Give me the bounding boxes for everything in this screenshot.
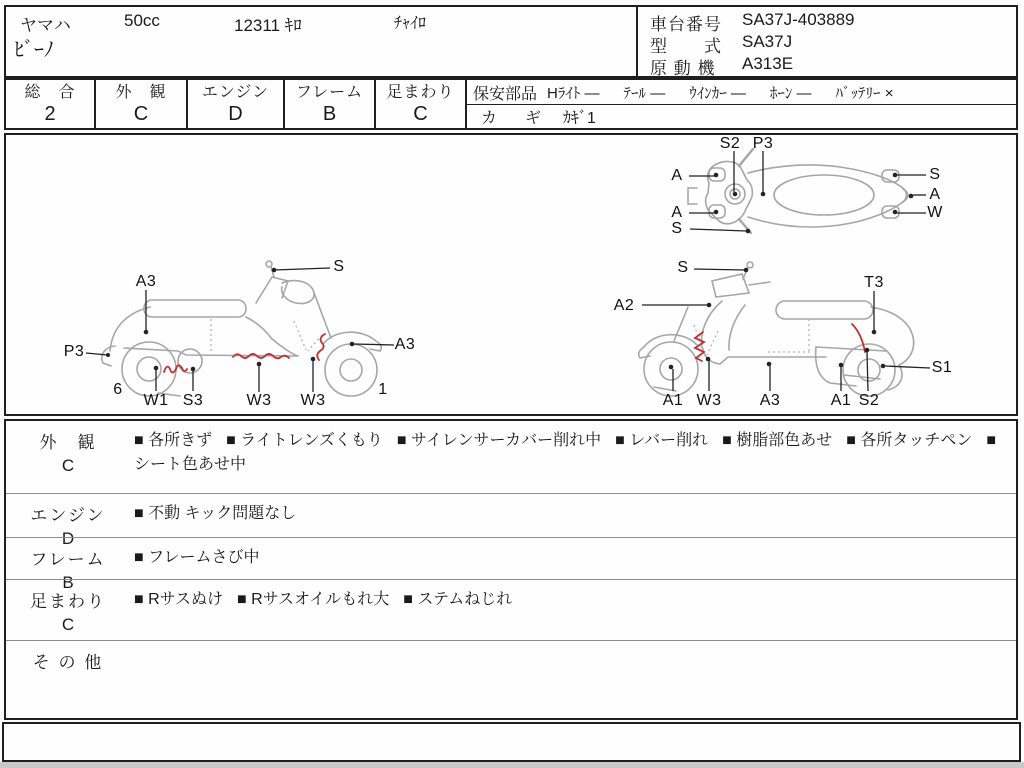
diagram-label-s: S (677, 259, 689, 276)
comment-row-label-col (6, 421, 130, 493)
list-item: ■ フレームさび中 (134, 549, 260, 566)
rating-exterior (96, 80, 188, 128)
diagram-label-a2: A2 (613, 297, 635, 314)
comment-items-other (130, 641, 1016, 714)
diagram-label-a1: A1 (662, 392, 684, 409)
comments-table (4, 419, 1018, 720)
diagram-label-a: A (929, 186, 941, 203)
rating-overall-value: 2 (44, 102, 56, 125)
list-item: ■ ステムねじれ (403, 591, 513, 608)
header-divider (636, 7, 638, 76)
comment-items-engine (130, 494, 1016, 537)
vehicle-header (4, 5, 1018, 78)
key-value: ｶｷﾞ1 (563, 110, 596, 127)
comment-row-other (6, 640, 1016, 714)
diagram-label-s1: S1 (931, 359, 953, 376)
comment-items-exterior (130, 421, 1016, 493)
diagram-label-1: 1 (378, 381, 388, 398)
diagram-label-s: S (929, 166, 941, 183)
comment-row-label-col (6, 494, 130, 548)
comment-grade-frame: B (62, 573, 74, 592)
rating-exterior-label: 外 観 (115, 83, 167, 101)
list-item: ﾊﾞｯﾃﾘｰ × (835, 84, 894, 102)
diagram-label-s: S (671, 220, 683, 237)
list-item: ﾎｰﾝ — (769, 84, 812, 102)
diagram-label-a3: A3 (759, 392, 781, 409)
rating-frame (285, 80, 376, 128)
scan-footer-strip (0, 762, 1024, 768)
mileage: 12311 ｷﾛ (234, 16, 302, 35)
diagram-label-w3: W3 (246, 392, 272, 409)
diagram-label-w1: W1 (143, 392, 169, 409)
model-code: SA37J (742, 32, 793, 51)
diagram-label-a1: A1 (830, 392, 852, 409)
engine-code-label: 原 動 機 (650, 59, 716, 78)
diagram-label-a: A (671, 204, 683, 221)
rating-frame-label: フレーム (295, 83, 364, 101)
list-item: ｳｲﾝｶｰ — (689, 84, 746, 102)
list-item: ■ サイレンサーカバー削れ中 (396, 432, 602, 449)
comment-row-label-col (6, 580, 130, 640)
rating-engine-label: エンジン (201, 83, 270, 101)
displacement: 50cc (124, 11, 160, 30)
engine-code-line (650, 54, 793, 79)
diagram-label-s3: S3 (182, 392, 204, 409)
comment-grade-exterior: C (61, 456, 75, 475)
diagram-label-6: 6 (113, 381, 123, 398)
diagram-label-p3: P3 (63, 343, 85, 360)
diagram-label-w3: W3 (300, 392, 326, 409)
diagram-area (4, 133, 1018, 416)
rating-undercarriage-value: C (413, 102, 428, 125)
comment-label-exterior: 外 観 (39, 433, 97, 452)
list-item: ■ 各所きず (134, 432, 213, 449)
diagram-label-s2: S2 (858, 392, 880, 409)
diagram-label-w3: W3 (696, 392, 722, 409)
model-code-label: 型 式 (650, 37, 722, 56)
rating-overall-label: 総 合 (24, 83, 76, 101)
model-name: ﾋﾞｰﾉ (14, 39, 54, 61)
comment-label-other: そ の 他 (32, 653, 104, 672)
security-parts-cell (467, 80, 1016, 128)
comment-row-engine (6, 493, 1016, 548)
list-item: ■ 不動 キック問題なし (134, 505, 297, 522)
comment-items-frame (130, 538, 1016, 579)
rating-exterior-value: C (133, 102, 149, 125)
list-item: ■ ライトレンズくもり (226, 432, 383, 449)
comment-label-frame: フレーム (30, 550, 106, 569)
rating-overall (6, 80, 96, 128)
list-item: ■ シート色あせ中 (134, 432, 997, 473)
list-item: Hﾗｲﾄ — (547, 84, 600, 102)
engine-code: A313E (742, 54, 794, 73)
comment-items-undercarriage (130, 580, 1016, 640)
comment-grade-undercarriage: C (61, 615, 75, 634)
diagram-label-a3: A3 (394, 336, 416, 353)
comment-grade-engine: D (61, 529, 75, 548)
list-item: ■ 各所タッチペン (846, 432, 973, 449)
body-color: ﾁｬｲﾛ (394, 15, 427, 32)
diagram-label-s2: S2 (719, 135, 741, 152)
rating-frame-value: B (322, 102, 337, 125)
security-parts-label: 保安部品 (473, 85, 538, 103)
list-item: ﾃｰﾙ — (623, 84, 666, 102)
key-label: カ ギ (481, 110, 548, 127)
list-item: ■ レバー削れ (615, 432, 709, 449)
diagram-label-t3: T3 (864, 274, 884, 291)
diagram-label-w: W (927, 204, 943, 221)
diagram-label-a3: A3 (135, 273, 157, 290)
rating-engine-value: D (228, 102, 243, 125)
comment-row-exterior (6, 421, 1016, 493)
comment-label-engine: エンジン (30, 506, 106, 525)
chassis-number: SA37J-403889 (742, 10, 855, 29)
list-item: ■ Rサスぬけ (134, 591, 224, 608)
chassis-label: 車台番号 (650, 15, 722, 34)
key-row (467, 105, 1016, 128)
comment-label-undercarriage: 足まわり (30, 592, 106, 611)
security-parts-items (547, 82, 917, 103)
diagram-label-s: S (333, 258, 345, 275)
comment-row-undercarriage (6, 579, 1016, 640)
comment-row-label-col (6, 538, 130, 592)
security-parts-row (467, 80, 1016, 105)
bottom-empty-box (2, 722, 1021, 762)
diagram-label-p3: P3 (752, 135, 774, 152)
diagram-label-a: A (671, 167, 683, 184)
rating-undercarriage-label: 足まわり (386, 83, 455, 101)
comment-row-frame (6, 537, 1016, 592)
rating-undercarriage (376, 80, 467, 128)
maker-name: ヤマハ (20, 16, 71, 35)
comment-row-label-col (6, 641, 130, 714)
rating-engine (188, 80, 285, 128)
ratings-strip (4, 78, 1018, 130)
list-item: ■ 樹脂部色あせ (722, 432, 833, 449)
list-item: ■ Rサスオイルもれ大 (237, 591, 390, 608)
